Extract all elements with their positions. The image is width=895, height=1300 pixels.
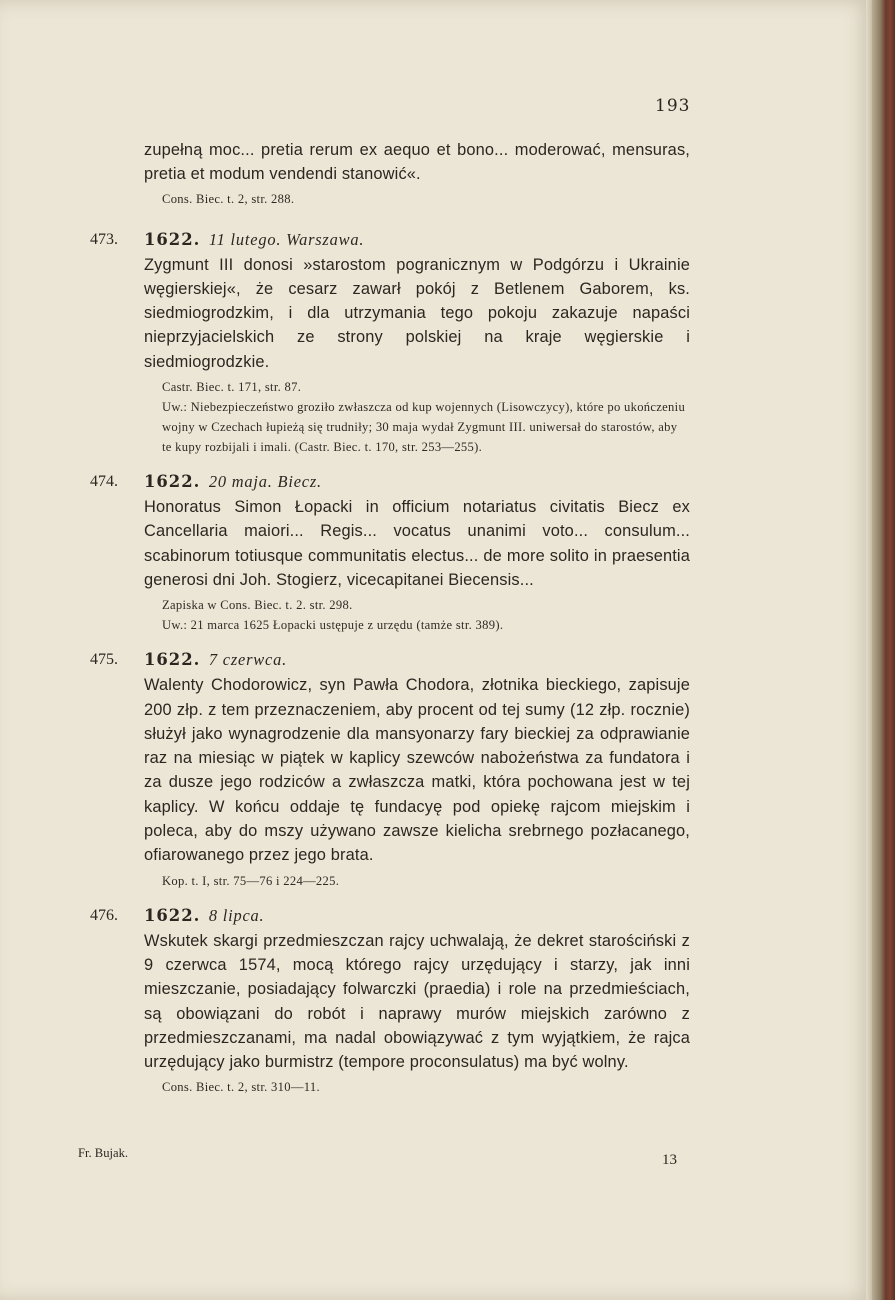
entry-date: 20 maja. Biecz. bbox=[208, 472, 322, 492]
entry-source: Castr. Biec. t. 171, str. 87. bbox=[162, 380, 302, 395]
footer-author: Fr. Bujak. bbox=[78, 1146, 129, 1160]
main-text bbox=[90, 138, 690, 1097]
entry-text: Honoratus Simon Łopacki in officium notariatus civitatis Biecz ex Cancellaria maiori... Regis... vocatus unanimi voto... consulum... scabinorum totiusque communitatis electus... de more solito in praesentia generosi dni Joh. Stogierz, vicecapitanei Biecensis... bbox=[144, 498, 690, 589]
book-spine bbox=[872, 0, 895, 1300]
entry-source: Kop. t. I, str. 75—76 i 224—225. bbox=[162, 873, 340, 888]
entry-number: 473. bbox=[90, 230, 118, 248]
entry-date: 8 lipca. bbox=[208, 905, 265, 925]
entry-source: Zapiska w Cons. Biec. t. 2. str. 298. bbox=[162, 598, 353, 613]
entry-text: Zygmunt III donosi »starostom pogranicznym w Podgórzu i Ukrainie węgierskiej«, że cesarz zawarł pokój z Betlenem Gaborem, ks. siedmiogrodzkim, i dla utrzymania tego pokoju zakazuje napaści nieprzyjacielskich ze strony polskiej na kraje węgierskie i siedmiogrodzkie. bbox=[144, 255, 690, 371]
entry-year: 1622. bbox=[144, 905, 201, 925]
entry-year: 1622. bbox=[144, 229, 201, 249]
entry-number: 475. bbox=[90, 651, 118, 669]
entry-note: Uw.: 21 marca 1625 Łopacki ustępuje z urzędu (tamże str. 389). bbox=[162, 618, 504, 633]
intro-source: Cons. Biec. t. 2, str. 288. bbox=[162, 191, 295, 206]
entry-note: Uw.: Niebezpieczeństwo groziło zwłaszcza od kup wojennych (Lisowczycy), które po ukończeniu wojny w Czechach łupieżą się trudniły; 30 maja wydał Zygmunt III. uniwersał do starostów, aby te kupy rozbijali i imali. (Castr. Biec. t. 170, str. 253—255). bbox=[162, 400, 686, 455]
entry-date: 7 czerwca. bbox=[208, 650, 287, 670]
entry-text: Wskutek skargi przedmieszczan rajcy uchwalają, że dekret starościński z 9 czerwca 1574, mocą którego rajcy urzędujący i starzy, jak inni mieszczanie, posiadający folwarczki (praedia) i role na przedmieściach, są obowiązani do robót i naprawy murów miejskich zarówno z przedmieszczanami, ma nadal obowiązywać z tym wyjątkiem, że rajca urzędujący jako burmistrz (tempore proconsulatus) ma być wolny. bbox=[144, 931, 690, 1072]
intro-text: zupełną moc... pretia rerum ex aequo et bono... moderować, mensuras, pretia et modum vendendi stanowić«. bbox=[144, 141, 690, 184]
entry-474 bbox=[90, 469, 690, 635]
entry-date: 11 lutego. Warszawa. bbox=[208, 229, 365, 249]
entry-text: Walenty Chodorowicz, syn Pawła Chodora, złotnika bieckiego, zapisuje 200 złp. z tem przeznaczeniem, aby procent od tej sumy (12 złp. rocznie) służył jako wynagrodzenie dla mansyonarzy fary bieckiej za odprawianie raz na miesiąc w piątek w kaplicy szewców nabożeństwa za fundatora i za dusze jego rodziców a zwłaszcza matki, która pochowana jest w tej kaplicy. W końcu oddaje tę fundacyę pod opiekę rajcom miejskim i poleca, aby do mszy używano zawsze kielicha srebrnego pozłacanego, ofiarowanego przez jego brata. bbox=[144, 676, 690, 865]
signature-mark: 13 bbox=[662, 1152, 677, 1168]
entry-number: 476. bbox=[90, 906, 118, 924]
intro-block bbox=[90, 138, 690, 209]
entry-heading bbox=[90, 469, 690, 495]
entry-476 bbox=[90, 903, 690, 1098]
entry-year: 1622. bbox=[144, 472, 201, 492]
entry-475 bbox=[90, 647, 690, 890]
entry-year: 1622. bbox=[144, 650, 201, 670]
entry-473 bbox=[90, 227, 690, 457]
entry-number: 474. bbox=[90, 473, 118, 491]
entry-heading bbox=[90, 903, 690, 929]
entry-source: Cons. Biec. t. 2, str. 310—11. bbox=[162, 1080, 320, 1095]
entry-heading bbox=[90, 227, 690, 253]
page-number: 193 bbox=[655, 96, 691, 116]
entry-heading bbox=[90, 647, 690, 673]
